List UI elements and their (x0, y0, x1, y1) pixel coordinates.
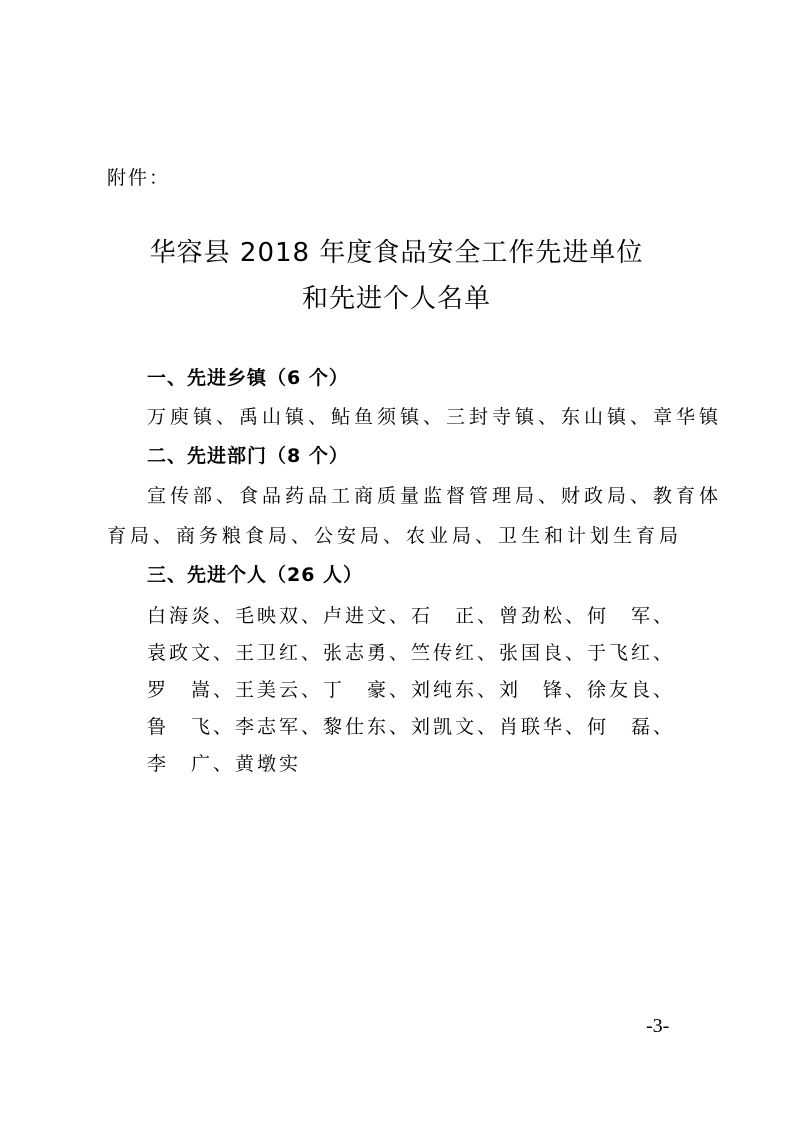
attachment-label: 附件： (107, 167, 171, 189)
section-heading-departments: 二、先进部门（8 个） (147, 445, 349, 467)
section-heading-towns: 一、先进乡镇（6 个） (147, 367, 349, 389)
individuals-row: 鲁 飞、李志军、黎仕东、刘凯文、肖联华、何 磊、 (147, 716, 676, 738)
individuals-row: 白海炎、毛映双、卢进文、石 正、曾劲松、何 军、 (147, 605, 676, 627)
individuals-row: 罗 嵩、王美云、丁 豪、刘纯东、刘 锋、徐友良、 (147, 679, 676, 701)
departments-list-line-1: 宣传部、食品药品工商质量监督管理局、财政局、教育体 (147, 485, 723, 507)
individuals-row: 李 广、黄墩实 (147, 753, 302, 775)
individuals-row: 袁政文、王卫红、张志勇、竺传红、张国良、于飞红、 (147, 642, 676, 664)
towns-list-line: 万庾镇、禹山镇、鲇鱼须镇、三封寺镇、东山镇、章华镇 (147, 406, 723, 428)
departments-list-line-2: 育局、商务粮食局、公安局、农业局、卫生和计划生育局 (107, 525, 683, 547)
individuals-list (147, 598, 676, 783)
document-title-line-1: 华容县 2018 年度食品安全工作先进单位 (149, 238, 644, 268)
page-number: -3- (646, 1015, 670, 1037)
section-heading-individuals: 三、先进个人（26 人） (147, 564, 364, 586)
document-title-line-2: 和先进个人名单 (301, 284, 491, 314)
